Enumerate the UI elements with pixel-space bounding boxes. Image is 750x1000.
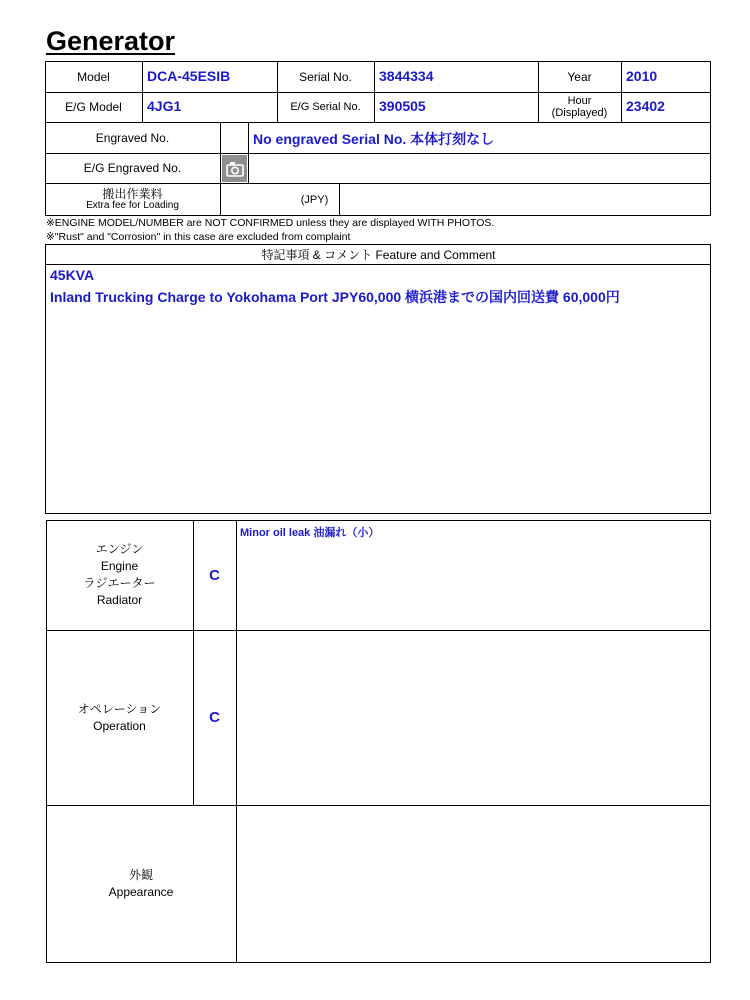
loading-fee-label-en: Extra fee for Loading (86, 199, 179, 211)
year-value: 2010 (626, 68, 658, 84)
operation-label (46, 630, 193, 805)
eg-model-label: E/G Model (65, 100, 122, 114)
appearance-label-jp: 外観 (128, 868, 153, 882)
engraved-label: Engraved No. (95, 130, 170, 145)
comment-box (45, 244, 711, 514)
camera-glyph (225, 160, 245, 178)
appearance-label-en: Appearance (108, 885, 174, 899)
appearance-label (46, 805, 236, 963)
engine-label-jp: エンジン (95, 542, 144, 556)
radiator-label-en: Radiator (96, 593, 143, 607)
serial-value: 3844334 (379, 68, 434, 84)
loading-fee-label-jp: 搬出作業料 (102, 186, 163, 201)
hour-value: 23402 (626, 98, 665, 114)
serial-label: Serial No. (299, 69, 352, 84)
eg-engraved-label: E/G Engraved No. (83, 161, 182, 175)
comment-header: 特記事項 & コメント Feature and Comment (261, 247, 496, 262)
engine-label-en: Engine (100, 559, 139, 573)
operation-label-en: Operation (93, 718, 146, 733)
note-rust: ※"Rust" and "Corrosion" in this case are excluded from complaint (46, 231, 351, 243)
year-label: Year (567, 69, 592, 84)
operation-grade: C (209, 709, 220, 726)
camera-icon[interactable] (222, 155, 247, 182)
loading-fee-label (45, 183, 220, 216)
engine-remark: Minor oil leak 油漏れ（小） (240, 527, 380, 539)
engine-radiator-label (46, 520, 193, 630)
model-value: DCA-45ESIB (147, 68, 231, 84)
comment-line-1: 45KVA (50, 267, 95, 283)
radiator-label-jp: ラジエーター (83, 576, 156, 590)
operation-label-jp: オペレーション (77, 701, 162, 716)
page-title: Generator (46, 26, 176, 56)
note-engine-number: ※ENGINE MODEL/NUMBER are NOT CONFIRMED unless they are displayed WITH PHOTOS. (46, 217, 495, 229)
hour-label (538, 92, 621, 122)
model-label: Model (77, 69, 110, 84)
eg-serial-value: 390505 (379, 98, 426, 114)
loading-fee-currency: (JPY) (300, 193, 329, 206)
comment-line-2: Inland Trucking Charge to Yokohama Port JPY60,000 横浜港までの国内回送費 60,000円 (50, 289, 620, 305)
eg-model-value: 4JG1 (147, 98, 182, 114)
hour-label-bottom: (Displayed) (551, 107, 608, 119)
engine-grade: C (209, 566, 220, 584)
hour-label-top: Hour (567, 95, 592, 107)
engraved-value: No engraved Serial No. 本体打刻なし (253, 131, 495, 147)
eg-serial-label: E/G Serial No. (290, 101, 361, 113)
